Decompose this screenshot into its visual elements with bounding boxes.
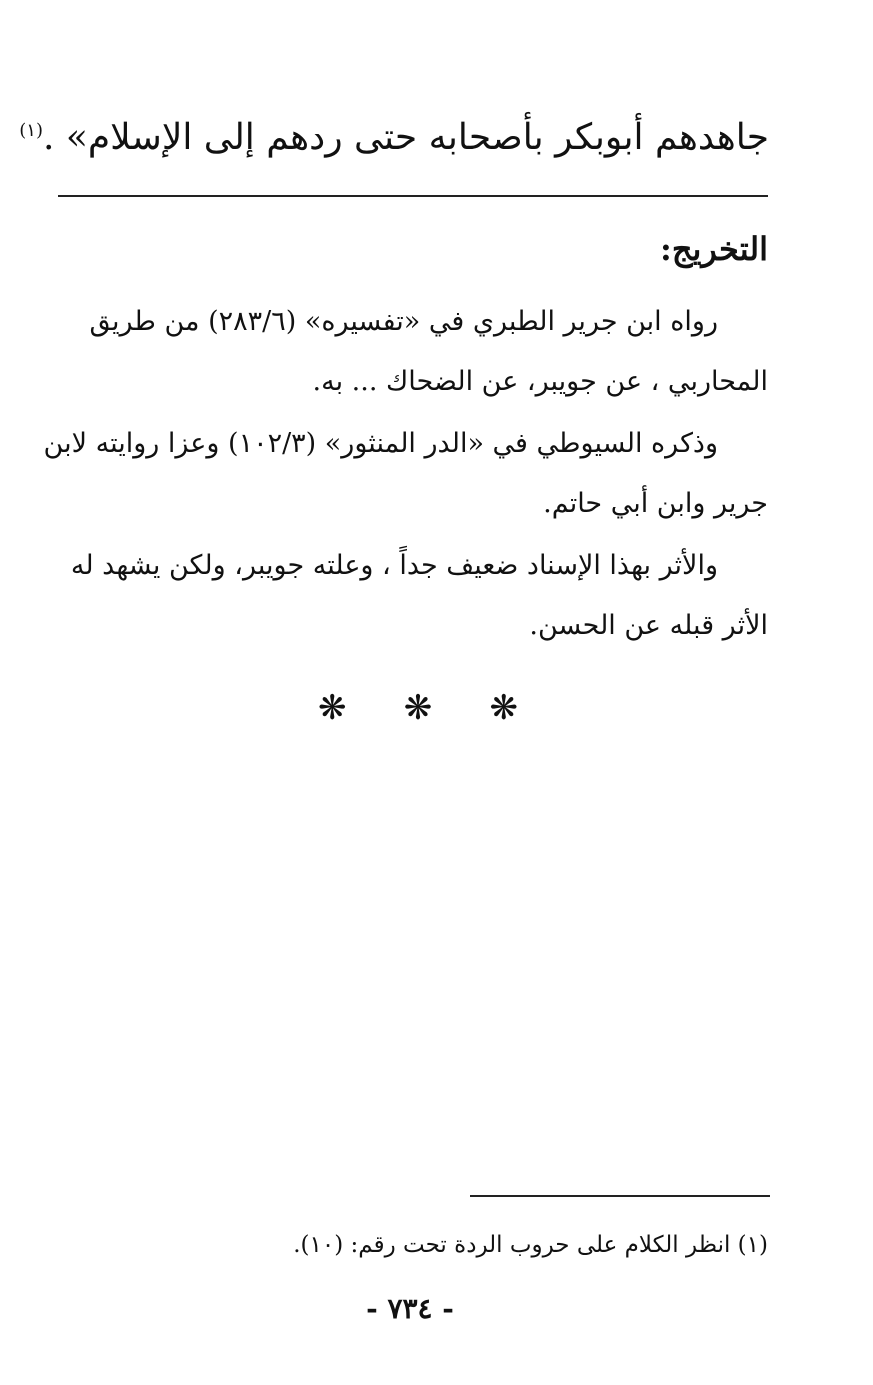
paragraph-1-line-2: المحاربي ، عن جويبر، عن الضحاك ... به. (312, 366, 768, 397)
takhrij-heading: التخريج: (660, 230, 768, 268)
section-end-ornament (318, 688, 518, 728)
paragraph-1-line-1: رواه ابن جرير الطبري في «تفسيره» (٢٨٣/٦) من طريق (89, 306, 718, 337)
footnote-reference[interactable]: (١) (19, 120, 43, 141)
paragraph-3-line-2: الأثر قبله عن الحسن. (529, 610, 768, 641)
paragraph-2-line-1: وذكره السيوطي في «الدر المنثور» (١٠٢/٣) وعزا روايته لابن (43, 428, 718, 459)
page-number: - ٧٣٤ - (366, 1292, 454, 1325)
paragraph-2-line-2: جرير وابن أبي حاتم. (543, 488, 768, 519)
quote-text: جاهدهم أبوبكر بأصحابه حتى ردهم إلى الإسلام» . (42, 117, 769, 158)
paragraph-3-line-1: والأثر بهذا الإسناد ضعيف جداً ، وعلته جويبر، ولكن يشهد له (70, 550, 718, 581)
star-ornament-icon: ❋ (318, 688, 347, 728)
footnote-divider (470, 1195, 770, 1197)
star-ornament-icon: ❋ (489, 688, 518, 728)
continued-quote-line (11, 108, 769, 168)
section-divider (58, 195, 768, 197)
star-ornament-icon: ❋ (403, 688, 433, 728)
footnote-text: (١) انظر الكلام على حروب الردة تحت رقم: (١٠). (293, 1232, 768, 1258)
